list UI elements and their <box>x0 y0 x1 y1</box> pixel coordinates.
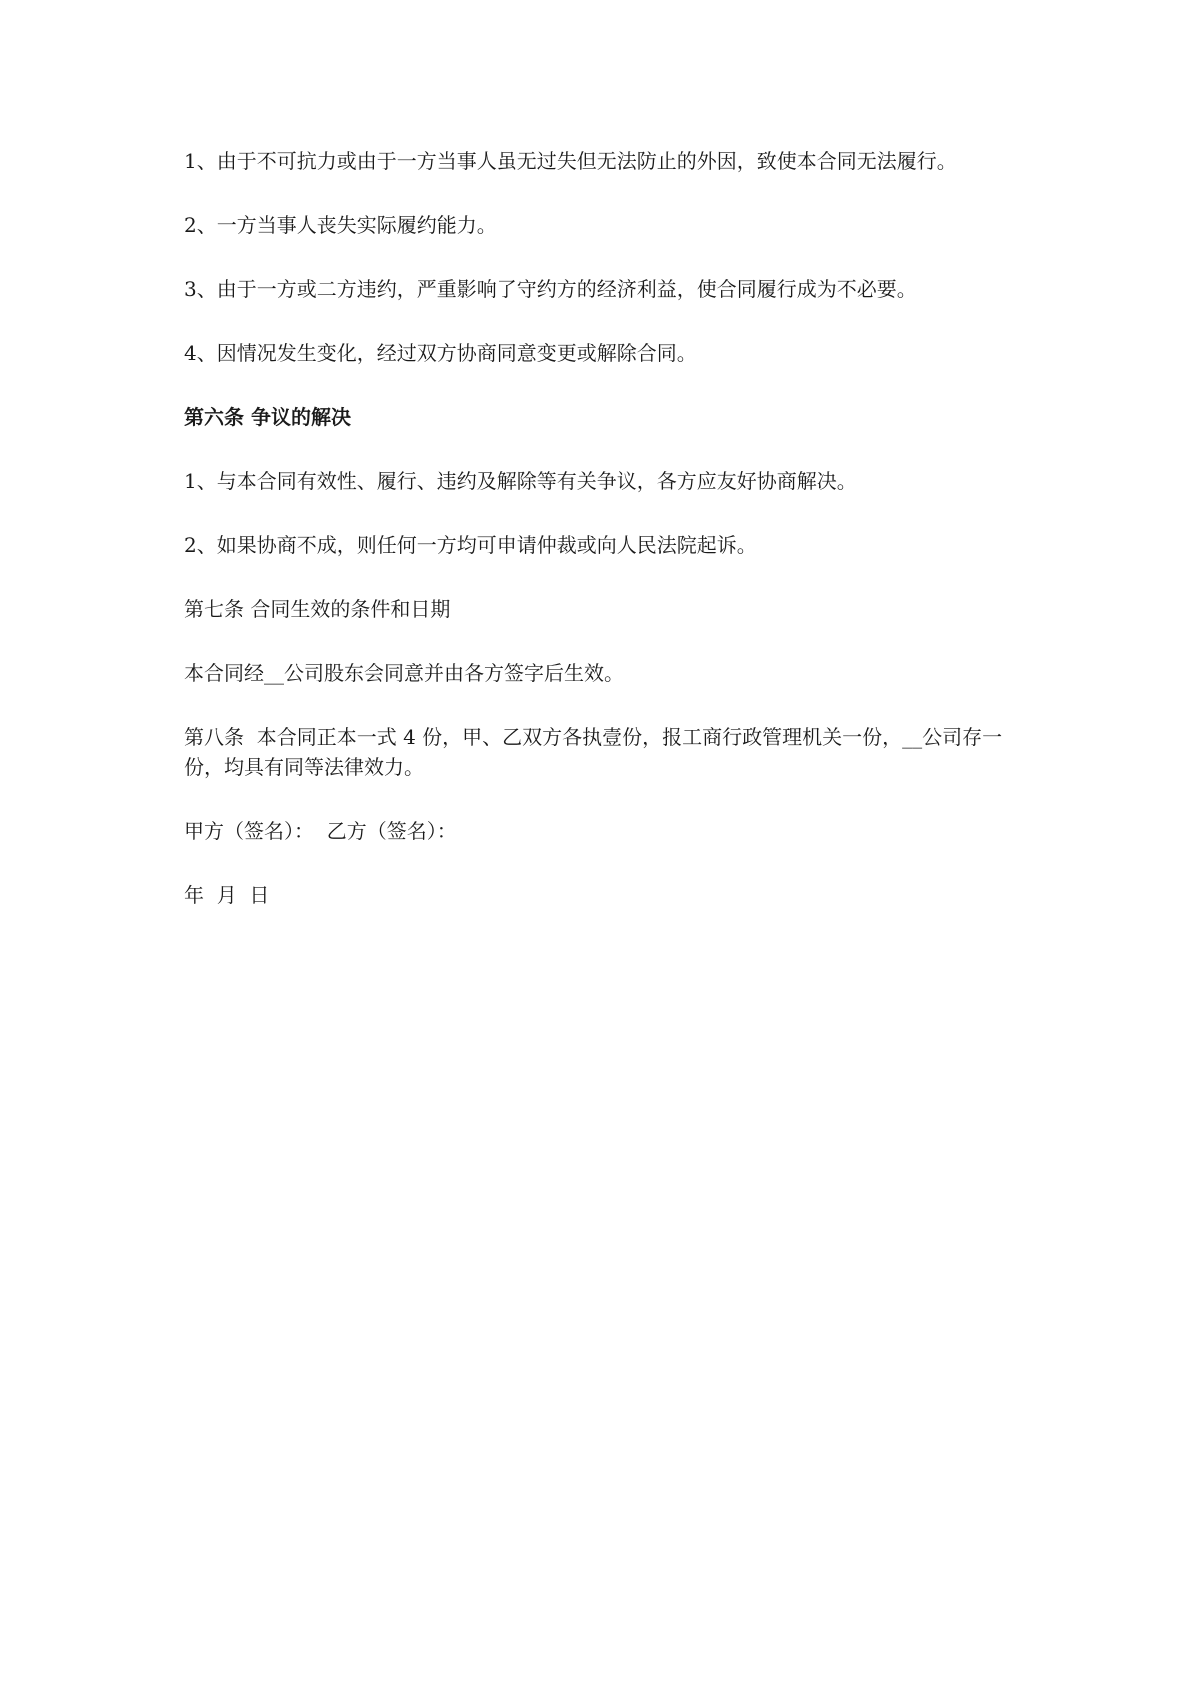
signature-line: 甲方（签名）： 乙方（签名）： <box>184 819 457 843</box>
clause-6-2: 2、如果协商不成，则任何一方均可申请仲裁或向人民法院起诉。 <box>184 533 757 557</box>
clause-5-3: 3、由于一方或二方违约，严重影响了守约方的经济利益，使合同履行成为不必要。 <box>184 277 917 301</box>
clause-5-2: 2、一方当事人丧失实际履约能力。 <box>184 213 497 237</box>
article-6-heading: 第六条 争议的解决 <box>184 405 351 429</box>
article-7-text: 本合同经__公司股东会同意并由各方签字后生效。 <box>184 661 624 685</box>
clause-5-4: 4、因情况发生变化，经过双方协商同意变更或解除合同。 <box>184 341 697 365</box>
clause-6-1: 1、与本合同有效性、履行、违约及解除等有关争议，各方应友好协商解决。 <box>184 469 857 493</box>
article-8-text: 第八条 本合同正本一式 4 份，甲、乙双方各执壹份，报工商行政管理机关一份，__公司存一份，均具有同等法律效力。 <box>184 725 1003 779</box>
article-7-heading: 第七条 合同生效的条件和日期 <box>184 597 451 621</box>
clause-5-1: 1、由于不可抗力或由于一方当事人虽无过失但无法防止的外因，致使本合同无法履行。 <box>184 149 957 173</box>
document-body <box>184 146 1034 944</box>
date-line: 年 月 日 <box>184 883 270 907</box>
